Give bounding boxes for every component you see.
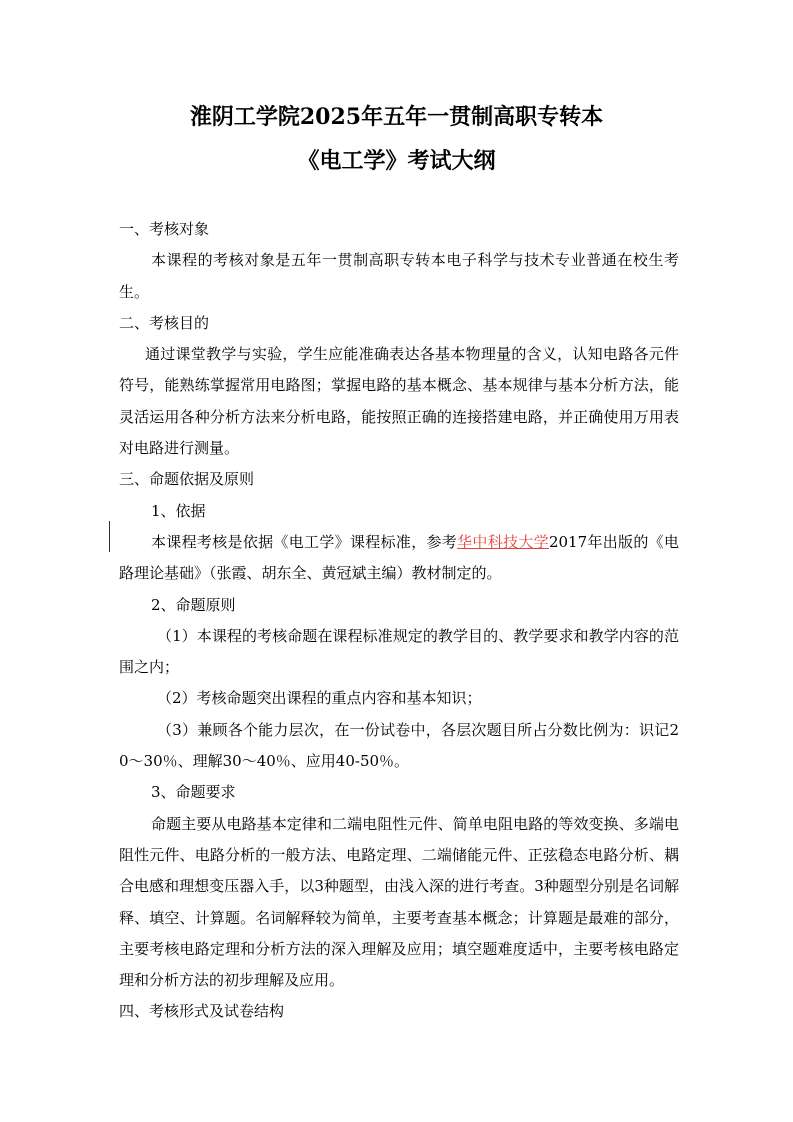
section-heading-2: 二、考核目的: [119, 313, 210, 332]
subsection-heading-basis: 1、依据: [151, 501, 206, 520]
section-heading-4: 四、考核形式及试卷结构: [119, 1002, 285, 1021]
basis-text-before: 本课程考核是依据《电工学》课程标准，参考: [151, 532, 458, 551]
document-title: 淮阴工学院2025年五年一贯制高职专转本: [189, 104, 604, 130]
basis-text-after: 2017年出版的《电路理论基础》（张霞、胡东全、黄冠斌主编）教材制定的。: [119, 532, 679, 583]
section-heading-3: 三、命题依据及原则: [119, 470, 255, 489]
principle-item-3: （3）兼顾各个能力层次，在一份试卷中，各层次题目所占分数比例为：识记20～30％、理解30～40％、应用40-50％。: [119, 720, 679, 771]
section-heading-1: 一、考核对象: [119, 220, 210, 238]
requirements-paragraph: 命题主要从电路基本定律和二端电阻性元件、简单电阻电路的等效变换、多端电阻性元件、电路分析的一般方法、电路定理、二端储能元件、正弦稳态电路分析、耦合电感和理想变压器入手，以3种题型，由浅入深的进行考查。3种题型分别是名词解释、填空、计算题。名词解释较为简单，主要考查基本概念；计算题是最难的部分，主要考核电路定理和分析方法的深入理解及应用；填空题难度适中，主要考核电路定理和分析方法的初步理解及应用。: [119, 814, 679, 990]
section-2-paragraph: 通过课堂教学与实验，学生应能准确表达各基本物理量的含义，认知电路各元件符号，能熟练掌握常用电路图；掌握电路的基本概念、基本规律与基本分析方法，能灵活运用各种分析方法来分析电路，能按照正确的连接搭建电路，并正确使用万用表对电路进行测量。: [119, 345, 679, 458]
university-link[interactable]: 华中科技大学: [457, 532, 549, 551]
subsection-heading-principles: 2、命题原则: [151, 595, 236, 614]
section-1-paragraph: 本课程的考核对象是五年一贯制高职专转本电子科学与技术专业普通在校生考生。: [119, 251, 679, 301]
subsection-heading-requirements: 3、命题要求: [151, 783, 236, 802]
principle-item-1: （1）本课程的考核命题在课程标准规定的教学目的、教学要求和教学内容的范围之内；: [119, 626, 679, 677]
basis-paragraph: [119, 527, 679, 590]
document-body: [119, 214, 679, 1028]
document-subtitle: 《电工学》考试大纲: [297, 148, 496, 174]
revision-bar: [109, 521, 110, 552]
principle-item-2: （2）考核命题突出课程的重点内容和基本知识；: [157, 689, 482, 708]
